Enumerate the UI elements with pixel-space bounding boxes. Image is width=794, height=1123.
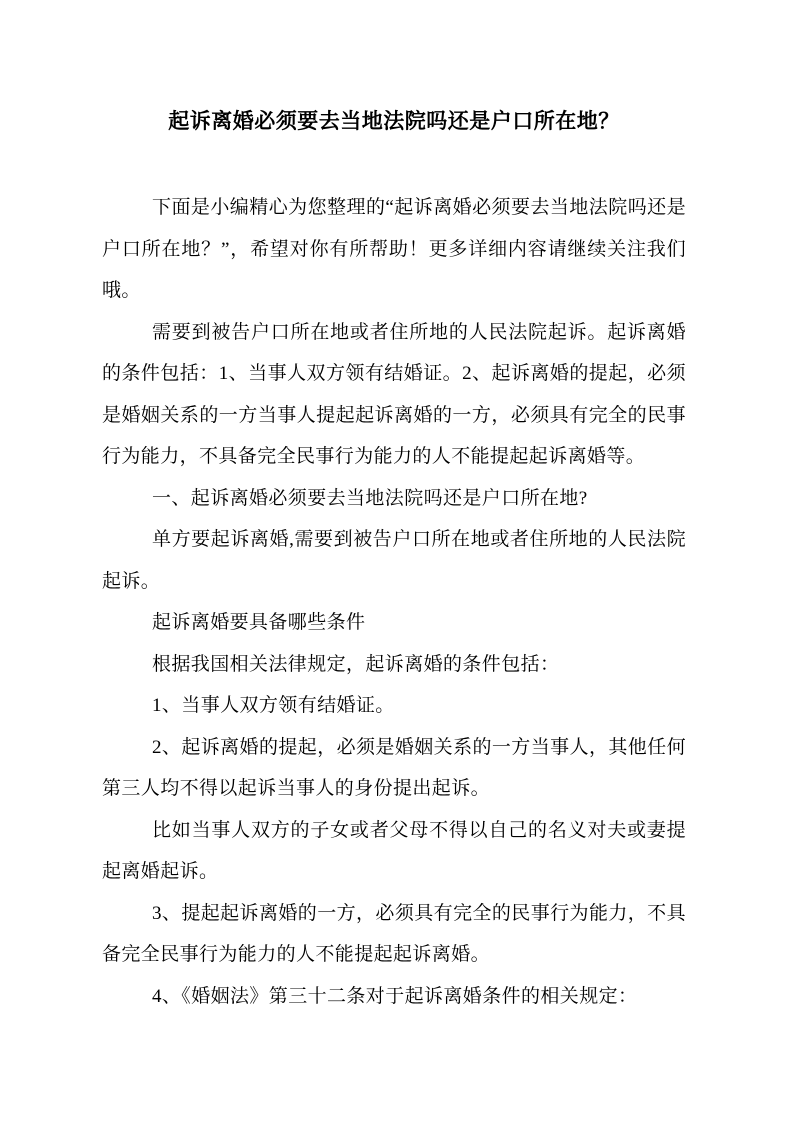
condition-example-paragraph: 比如当事人双方的子女或者父母不得以自己的名义对夫或妻提起离婚起诉。: [102, 819, 686, 882]
condition-item-4: 4、《婚姻法》第三十二条对于起诉离婚条件的相关规定：: [152, 985, 638, 1007]
condition-item-1: 1、当事人双方领有结婚证。: [152, 695, 395, 716]
conditions-lead-paragraph: 根据我国相关法律规定，起诉离婚的条件包括：: [152, 653, 560, 675]
condition-item-2: 2、起诉离婚的提起，必须是婚姻关系的一方当事人，其他任何第三人均不得以起诉当事人的身份提出起诉。: [102, 736, 686, 799]
venue-answer-paragraph: 单方要起诉离婚,需要到被告户口所在地或者住所地的人民法院起诉。: [102, 529, 686, 592]
condition-item-3: 3、提起起诉离婚的一方，必须具有完全的民事行为能力，不具备完全民事行为能力的人不能提起起诉离婚。: [102, 902, 686, 965]
document-title: 起诉离婚必须要去当地法院吗还是户口所在地？: [168, 109, 620, 133]
intro-paragraph: 下面是小编精心为您整理的“起诉离婚必须要去当地法院吗还是户口所在地？”，希望对你有所帮助！更多详细内容请继续关注我们哦。: [102, 197, 686, 301]
section-heading-venue: 一、起诉离婚必须要去当地法院吗还是户口所在地?: [152, 487, 588, 509]
summary-paragraph: 需要到被告户口所在地或者住所地的人民法院起诉。起诉离婚的条件包括：1、当事人双方领有结婚证。2、起诉离婚的提起，必须是婚姻关系的一方当事人提起起诉离婚的一方，必须具有完全的民事行为能力，不具备完全民事行为能力的人不能提起起诉离婚等。: [102, 321, 686, 467]
subheading-conditions: 起诉离婚要具备哪些条件: [152, 612, 366, 633]
